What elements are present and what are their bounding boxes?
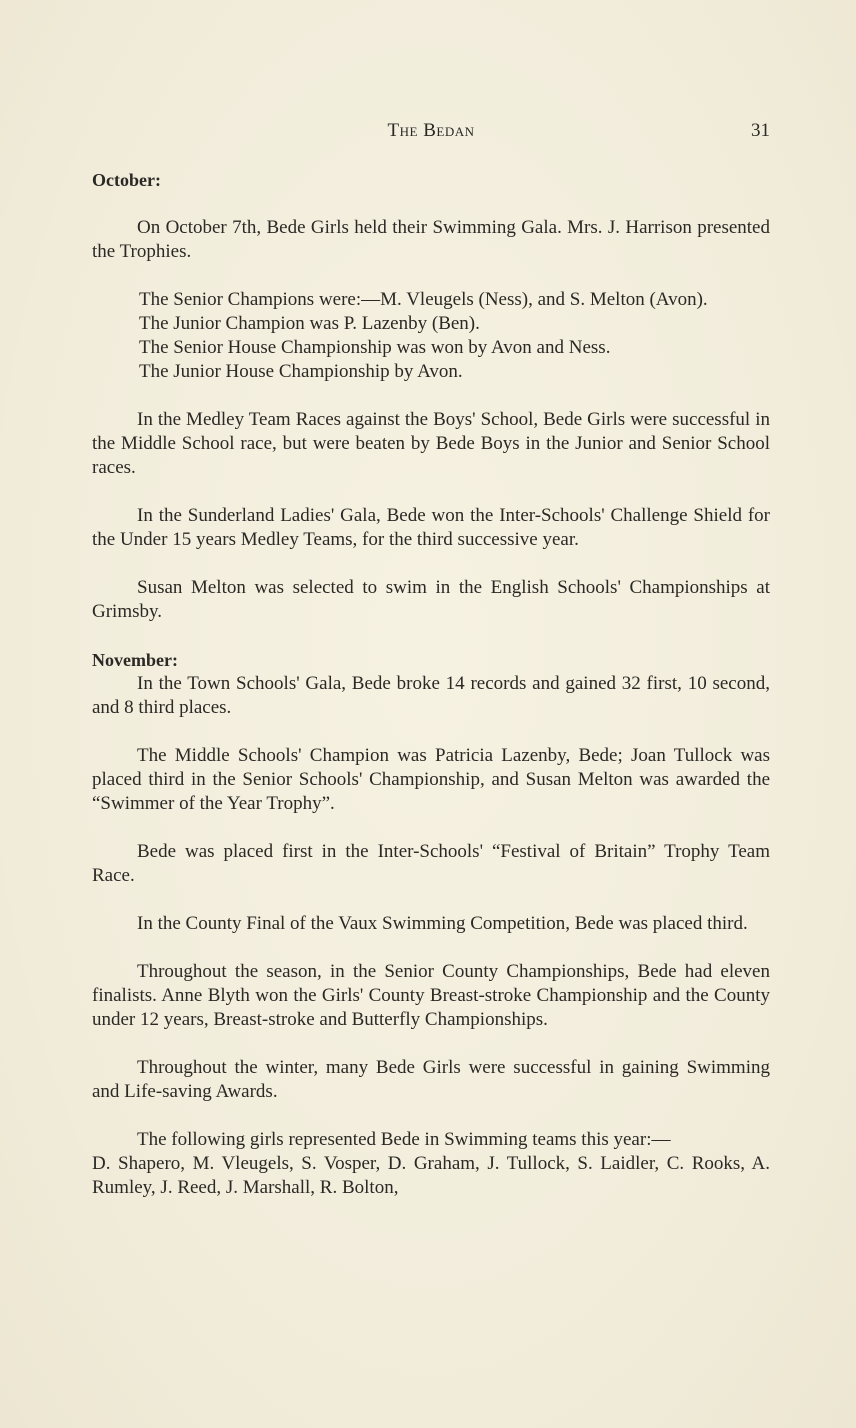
running-title: The Bedan xyxy=(387,120,475,141)
middle-schools-paragraph: The Middle Schools' Champion was Patricia Lazenby, Bede; Joan Tullock was placed third in the Senior Schools' Championship, and Susan Melton was awarded the “Swimmer of the Year Trophy”. xyxy=(92,745,770,814)
october-gala-paragraph: On October 7th, Bede Girls held their Swimming Gala. Mrs. J. Harrison presented the Trophies. xyxy=(92,217,770,262)
page-body xyxy=(92,168,770,1200)
november-heading: November: xyxy=(92,650,178,670)
sunderland-gala-paragraph: In the Sunderland Ladies' Gala, Bede won the Inter-Schools' Challenge Shield for the Under 15 years Medley Teams, for the third successive year. xyxy=(92,505,770,550)
junior-champion-line: The Junior Champion was P. Lazenby (Ben). xyxy=(139,313,480,334)
awards-paragraph: Throughout the winter, many Bede Girls were successful in gaining Swimming and Life-saving Awards. xyxy=(92,1057,770,1102)
october-heading: October: xyxy=(92,170,161,190)
team-names-paragraph: D. Shapero, M. Vleugels, S. Vosper, D. Graham, J. Tullock, S. Laidler, C. Rooks, A. Rumley, J. Reed, J. Marshall, R. Bolton, xyxy=(92,1153,770,1198)
county-championships-paragraph: Throughout the season, in the Senior County Championships, Bede had eleven finalists. Anne Blyth won the Girls' County Breast-stroke Championship and the County under 12 years, Breast-stroke and Butterfly Championships. xyxy=(92,961,770,1030)
page-number: 31 xyxy=(751,120,770,141)
running-header xyxy=(92,120,770,150)
senior-champions-line: The Senior Champions were:—M. Vleugels (Ness), and S. Melton (Avon). xyxy=(139,289,708,310)
senior-house-line: The Senior House Championship was won by Avon and Ness. xyxy=(139,337,611,358)
english-schools-paragraph: Susan Melton was selected to swim in the English Schools' Championships at Grimsby. xyxy=(92,577,770,622)
festival-paragraph: Bede was placed first in the Inter-Schools' “Festival of Britain” Trophy Team Race. xyxy=(92,841,770,886)
town-gala-paragraph: In the Town Schools' Gala, Bede broke 14 records and gained 32 first, 10 second, and 8 third places. xyxy=(92,673,770,718)
county-final-paragraph: In the County Final of the Vaux Swimming Competition, Bede was placed third. xyxy=(137,913,748,934)
medley-races-paragraph: In the Medley Team Races against the Boys' School, Bede Girls were successful in the Middle School race, but were beaten by Bede Boys in the Junior and Senior School races. xyxy=(92,409,770,478)
teams-intro-paragraph: The following girls represented Bede in Swimming teams this year:— xyxy=(137,1129,671,1150)
junior-house-line: The Junior House Championship by Avon. xyxy=(139,361,463,382)
